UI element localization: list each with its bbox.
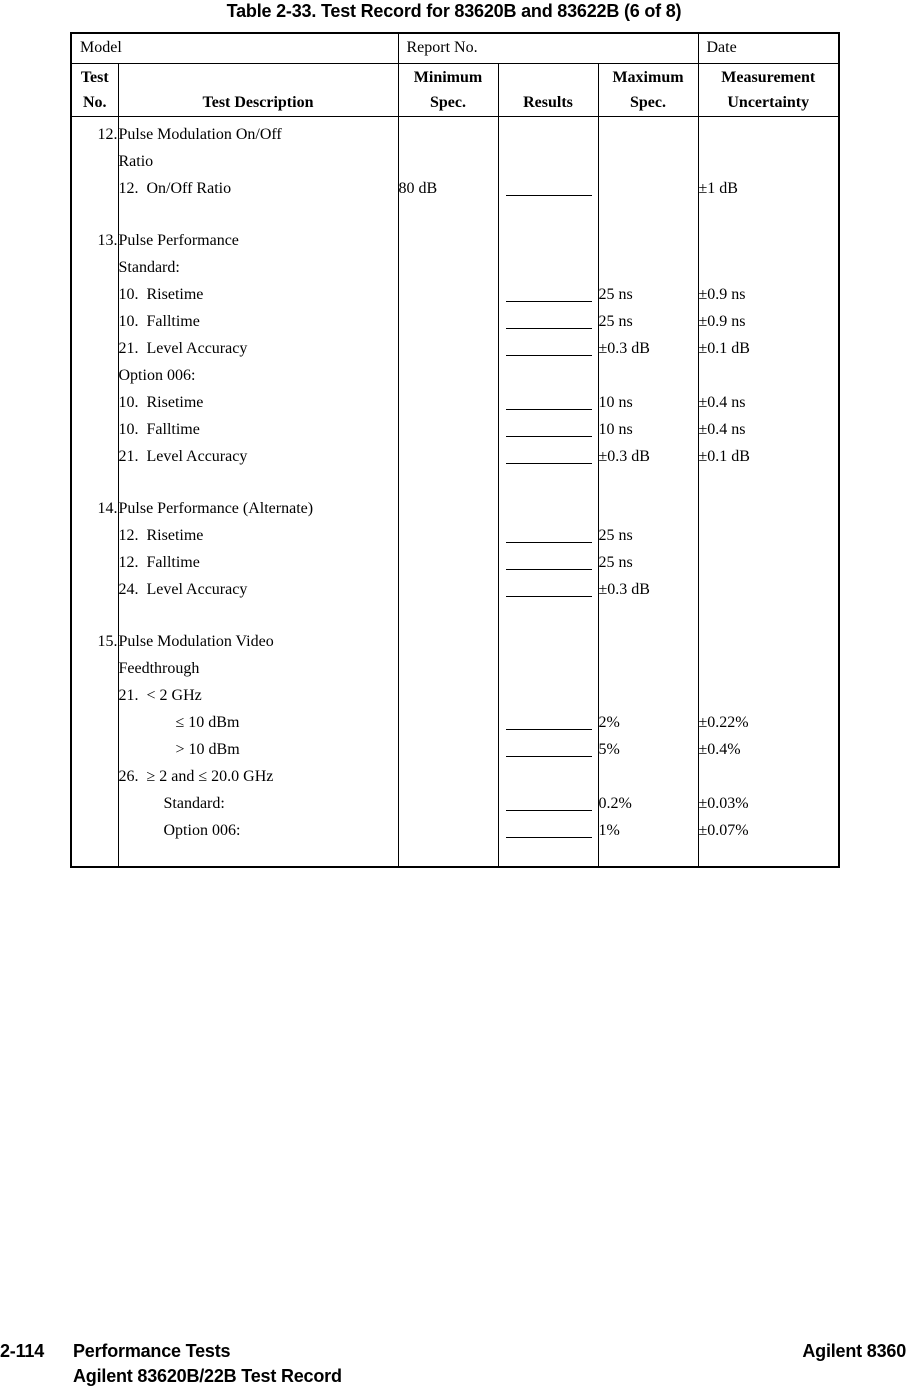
results-cell — [498, 495, 598, 522]
table-row — [71, 522, 839, 549]
footer-subsection: Agilent 83620B/22B Test Record — [73, 1366, 342, 1386]
minimum-spec-cell — [398, 709, 498, 736]
results-blank-line — [506, 522, 592, 543]
minimum-spec-cell — [398, 655, 498, 682]
results-blank-line — [506, 549, 592, 570]
table-row — [71, 202, 839, 227]
footer-line-2 — [0, 1366, 907, 1387]
header-results-spacer — [499, 65, 598, 90]
test-description-cell: Standard: — [118, 790, 398, 817]
results-cell — [498, 628, 598, 655]
header-max-spec: Spec. — [630, 93, 666, 111]
table-row — [71, 175, 839, 202]
header-row — [71, 63, 839, 116]
test-number-cell — [71, 389, 118, 416]
test-number-cell — [71, 175, 118, 202]
uncertainty-cell — [698, 655, 839, 682]
header-min-spec: Spec. — [430, 93, 466, 111]
minimum-spec-cell — [398, 116, 498, 148]
test-description-cell: Pulse Modulation On/Off — [118, 116, 398, 148]
test-description-cell: Option 006: — [118, 362, 398, 389]
table-row — [71, 628, 839, 655]
test-description-cell — [118, 202, 398, 227]
uncertainty-cell — [698, 470, 839, 495]
results-cell — [498, 148, 598, 175]
test-number-cell — [71, 362, 118, 389]
uncertainty-cell — [698, 603, 839, 628]
minimum-spec-cell — [398, 254, 498, 281]
uncertainty-cell: ±0.9 ns — [698, 281, 839, 308]
test-description-cell: ≤ 10 dBm — [118, 709, 398, 736]
minimum-spec-cell — [398, 389, 498, 416]
results-cell — [498, 576, 598, 603]
minimum-spec-cell — [398, 817, 498, 867]
results-blank-line — [506, 308, 592, 329]
test-number-cell — [71, 763, 118, 790]
results-cell — [498, 254, 598, 281]
maximum-spec-cell — [598, 628, 698, 655]
maximum-spec-cell — [598, 470, 698, 495]
table-row — [71, 416, 839, 443]
results-cell — [498, 655, 598, 682]
minimum-spec-cell — [398, 416, 498, 443]
test-number-cell: 14. — [97, 499, 118, 517]
minimum-spec-cell — [398, 576, 498, 603]
uncertainty-cell — [698, 549, 839, 576]
table-row — [71, 682, 839, 709]
uncertainty-cell — [698, 522, 839, 549]
results-cell — [498, 603, 598, 628]
table-row — [71, 603, 839, 628]
test-number-cell — [71, 522, 118, 549]
test-number-cell — [71, 148, 118, 175]
test-number-cell — [71, 817, 118, 867]
maximum-spec-cell — [598, 202, 698, 227]
header-uncertainty: Uncertainty — [727, 93, 810, 111]
test-description-cell: Standard: — [118, 254, 398, 281]
minimum-spec-cell — [398, 443, 498, 470]
test-number-cell: 12. — [97, 125, 118, 143]
test-description-cell: Pulse Modulation Video — [118, 628, 398, 655]
test-description-cell: Pulse Performance — [118, 227, 398, 254]
minimum-spec-cell — [398, 736, 498, 763]
results-cell — [498, 227, 598, 254]
results-cell — [498, 416, 598, 443]
minimum-spec-cell — [398, 549, 498, 576]
maximum-spec-cell: 0.2% — [598, 790, 698, 817]
results-cell — [498, 281, 598, 308]
minimum-spec-cell — [398, 790, 498, 817]
results-cell — [498, 817, 598, 867]
table-row — [71, 576, 839, 603]
col-header-description — [118, 63, 398, 116]
results-cell — [498, 682, 598, 709]
date-label: Date — [698, 33, 839, 63]
table-row — [71, 227, 839, 254]
table-row — [71, 736, 839, 763]
results-blank-line — [506, 389, 592, 410]
header-test: Test — [80, 68, 109, 86]
maximum-spec-cell — [598, 148, 698, 175]
test-description-cell: Pulse Performance (Alternate) — [118, 495, 398, 522]
table-row — [71, 470, 839, 495]
results-blank-line — [506, 576, 592, 597]
test-description-cell: 10. Falltime — [118, 308, 398, 335]
results-cell — [498, 522, 598, 549]
uncertainty-cell: ±0.9 ns — [698, 308, 839, 335]
test-description-cell: 12. Falltime — [118, 549, 398, 576]
header-desc-spacer — [119, 65, 398, 90]
maximum-spec-cell: 5% — [598, 736, 698, 763]
minimum-spec-cell — [398, 148, 498, 175]
results-cell — [498, 549, 598, 576]
test-number-cell — [71, 603, 118, 628]
test-record-table — [70, 32, 840, 868]
header-measurement: Measurement — [721, 68, 816, 86]
table-row — [71, 281, 839, 308]
minimum-spec-cell — [398, 522, 498, 549]
footer-page-number: 2-114 — [0, 1341, 45, 1361]
header-no: No. — [82, 93, 107, 111]
table-row — [71, 389, 839, 416]
test-description-cell — [118, 470, 398, 495]
footer-line-1 — [0, 1341, 907, 1366]
test-number-cell — [71, 335, 118, 362]
maximum-spec-cell: 25 ns — [598, 308, 698, 335]
col-header-uncertainty — [698, 63, 839, 116]
test-number-cell — [71, 682, 118, 709]
uncertainty-cell: ±0.07% — [698, 817, 839, 867]
test-number-cell — [71, 443, 118, 470]
table-row — [71, 443, 839, 470]
test-number-cell — [71, 655, 118, 682]
maximum-spec-cell: ±0.3 dB — [598, 443, 698, 470]
uncertainty-cell — [698, 763, 839, 790]
table-row — [71, 148, 839, 175]
uncertainty-cell: ±0.1 dB — [698, 443, 839, 470]
table-row — [71, 655, 839, 682]
results-blank-line — [506, 443, 592, 464]
test-description-cell: 21. Level Accuracy — [118, 335, 398, 362]
test-description-cell: Option 006: — [118, 817, 398, 867]
minimum-spec-cell — [398, 281, 498, 308]
minimum-spec-cell — [398, 308, 498, 335]
header-results: Results — [523, 93, 573, 111]
uncertainty-cell — [698, 682, 839, 709]
test-description-cell: Feedthrough — [118, 655, 398, 682]
col-header-test-no — [71, 63, 118, 116]
uncertainty-cell — [698, 254, 839, 281]
uncertainty-cell — [698, 148, 839, 175]
test-description-cell: > 10 dBm — [118, 736, 398, 763]
maximum-spec-cell — [598, 254, 698, 281]
model-label: Model — [71, 33, 398, 63]
minimum-spec-cell — [398, 335, 498, 362]
table-row — [71, 790, 839, 817]
minimum-spec-cell — [398, 603, 498, 628]
uncertainty-cell — [698, 628, 839, 655]
col-header-max-spec — [598, 63, 698, 116]
results-blank-line — [506, 817, 592, 838]
header-maximum: Maximum — [612, 68, 684, 86]
col-header-results — [498, 63, 598, 116]
test-description-cell: 21. < 2 GHz — [118, 682, 398, 709]
results-cell — [498, 116, 598, 148]
table-body — [71, 116, 839, 867]
results-cell — [498, 470, 598, 495]
maximum-spec-cell: 10 ns — [598, 389, 698, 416]
uncertainty-cell — [698, 202, 839, 227]
uncertainty-cell — [698, 227, 839, 254]
table-row — [71, 495, 839, 522]
test-number-cell — [71, 576, 118, 603]
test-description-cell — [118, 603, 398, 628]
test-description-cell: 10. Risetime — [118, 389, 398, 416]
page-title: Table 2-33. Test Record for 83620B and 83622B (6 of 8) — [226, 1, 682, 21]
test-number-cell — [71, 549, 118, 576]
test-description-cell: Ratio — [118, 148, 398, 175]
minimum-spec-cell — [398, 763, 498, 790]
maximum-spec-cell — [598, 175, 698, 202]
maximum-spec-cell: 10 ns — [598, 416, 698, 443]
minimum-spec-cell — [398, 470, 498, 495]
maximum-spec-cell: 25 ns — [598, 549, 698, 576]
test-number-cell — [71, 736, 118, 763]
uncertainty-cell — [698, 495, 839, 522]
uncertainty-cell — [698, 362, 839, 389]
results-blank-line — [506, 709, 592, 730]
test-number-cell — [71, 709, 118, 736]
test-number-cell — [71, 281, 118, 308]
maximum-spec-cell: 25 ns — [598, 522, 698, 549]
info-row — [71, 33, 839, 63]
results-cell — [498, 308, 598, 335]
minimum-spec-cell — [398, 362, 498, 389]
test-number-cell — [71, 416, 118, 443]
table-row — [71, 308, 839, 335]
maximum-spec-cell — [598, 495, 698, 522]
test-number-cell: 13. — [97, 231, 118, 249]
report-no-label: Report No. — [398, 33, 698, 63]
maximum-spec-cell — [598, 682, 698, 709]
test-number-cell — [71, 470, 118, 495]
test-number-cell — [71, 308, 118, 335]
test-description-cell: 12. On/Off Ratio — [118, 175, 398, 202]
maximum-spec-cell: ±0.3 dB — [598, 576, 698, 603]
results-blank-line — [506, 736, 592, 757]
uncertainty-cell: ±1 dB — [698, 175, 839, 202]
col-header-min-spec — [398, 63, 498, 116]
maximum-spec-cell — [598, 655, 698, 682]
maximum-spec-cell — [598, 362, 698, 389]
maximum-spec-cell: 1% — [598, 817, 698, 867]
uncertainty-cell: ±0.4% — [698, 736, 839, 763]
results-cell — [498, 790, 598, 817]
minimum-spec-cell — [398, 682, 498, 709]
results-cell — [498, 763, 598, 790]
table-row — [71, 362, 839, 389]
page-footer — [0, 1341, 907, 1387]
table-row — [71, 116, 839, 148]
uncertainty-cell: ±0.22% — [698, 709, 839, 736]
minimum-spec-cell — [398, 628, 498, 655]
maximum-spec-cell — [598, 227, 698, 254]
table-row — [71, 817, 839, 867]
minimum-spec-cell — [398, 202, 498, 227]
maximum-spec-cell — [598, 116, 698, 148]
results-cell — [498, 362, 598, 389]
maximum-spec-cell: 25 ns — [598, 281, 698, 308]
maximum-spec-cell: 2% — [598, 709, 698, 736]
results-blank-line — [506, 175, 592, 196]
results-blank-line — [506, 335, 592, 356]
test-number-cell: 15. — [97, 632, 118, 650]
results-cell — [498, 709, 598, 736]
results-cell — [498, 175, 598, 202]
table-row — [71, 335, 839, 362]
uncertainty-cell: ±0.1 dB — [698, 335, 839, 362]
test-description-cell: 21. Level Accuracy — [118, 443, 398, 470]
minimum-spec-cell — [398, 495, 498, 522]
results-cell — [498, 202, 598, 227]
maximum-spec-cell — [598, 763, 698, 790]
results-cell — [498, 736, 598, 763]
table-row — [71, 763, 839, 790]
uncertainty-cell: ±0.4 ns — [698, 389, 839, 416]
maximum-spec-cell: ±0.3 dB — [598, 335, 698, 362]
test-number-cell — [71, 254, 118, 281]
maximum-spec-cell — [598, 603, 698, 628]
table-row — [71, 709, 839, 736]
test-number-cell — [71, 790, 118, 817]
uncertainty-cell: ±0.4 ns — [698, 416, 839, 443]
test-description-cell: 12. Risetime — [118, 522, 398, 549]
results-cell — [498, 335, 598, 362]
minimum-spec-cell — [398, 227, 498, 254]
results-cell — [498, 443, 598, 470]
test-description-cell: 26. ≥ 2 and ≤ 20.0 GHz — [118, 763, 398, 790]
uncertainty-cell: ±0.03% — [698, 790, 839, 817]
uncertainty-cell — [698, 576, 839, 603]
results-cell — [498, 389, 598, 416]
uncertainty-cell — [698, 116, 839, 148]
results-blank-line — [506, 281, 592, 302]
test-description-cell: 24. Level Accuracy — [118, 576, 398, 603]
test-number-cell — [71, 202, 118, 227]
footer-right-text: Agilent 8360 — [802, 1341, 906, 1361]
minimum-spec-cell: 80 dB — [398, 175, 498, 202]
results-blank-line — [506, 790, 592, 811]
header-test-description: Test Description — [202, 93, 314, 111]
footer-section: Performance Tests — [73, 1341, 231, 1361]
test-description-cell: 10. Falltime — [118, 416, 398, 443]
results-blank-line — [506, 416, 592, 437]
header-minimum: Minimum — [413, 68, 483, 86]
table-row — [71, 549, 839, 576]
test-description-cell: 10. Risetime — [118, 281, 398, 308]
table-row — [71, 254, 839, 281]
